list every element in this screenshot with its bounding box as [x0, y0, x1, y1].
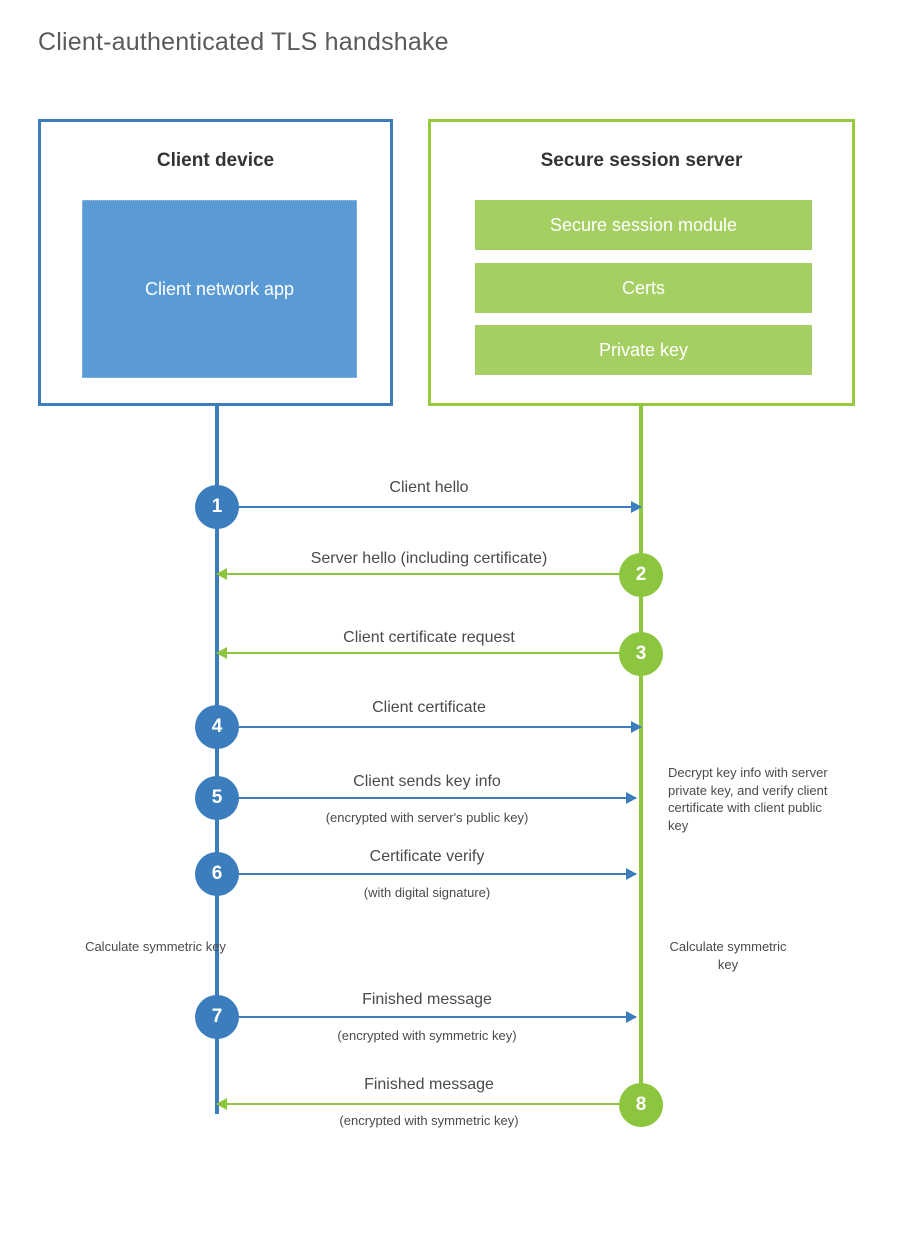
- sublabel-step-6: (with digital signature): [363, 885, 491, 900]
- arrow-step-7: [217, 1016, 636, 1018]
- step-circle-6: 6: [195, 852, 239, 896]
- note-server-calculate-symmetric-key: Calculate symmetric key: [669, 939, 787, 972]
- label-step-8: Finished message: [364, 1076, 494, 1093]
- step-circle-5: 5: [195, 776, 239, 820]
- label-step-2: Server hello (including certificate): [310, 550, 548, 567]
- label-step-3: Client certificate request: [343, 629, 515, 646]
- arrowhead-icon: [216, 568, 227, 580]
- arrowhead-icon: [631, 501, 642, 513]
- label-step-6: Certificate verify: [369, 848, 485, 865]
- note-server-decrypt: Decrypt key info with server private key, and verify client certificate with client public key: [668, 765, 828, 833]
- server-block-certs: Certs: [475, 263, 812, 313]
- label-step-1: Client hello: [389, 479, 469, 496]
- sublabel-step-7: (encrypted with symmetric key): [337, 1028, 517, 1043]
- page-title: Client-authenticated TLS handshake: [38, 28, 449, 56]
- secure-session-server-title: Secure session server: [540, 150, 743, 171]
- step-circle-3: 3: [619, 632, 663, 676]
- arrow-step-6: [217, 873, 636, 875]
- secure-session-server-box: [428, 119, 855, 406]
- server-block-private-key: Private key: [475, 325, 812, 375]
- arrowhead-icon: [216, 647, 227, 659]
- arrow-step-4: [217, 726, 641, 728]
- arrowhead-icon: [626, 868, 637, 880]
- arrow-step-8: [217, 1103, 641, 1105]
- step-circle-1: 1: [195, 485, 239, 529]
- step-circle-2: 2: [619, 553, 663, 597]
- arrow-step-3: [217, 652, 641, 654]
- label-step-5: Client sends key info: [353, 773, 501, 790]
- arrowhead-icon: [631, 721, 642, 733]
- arrowhead-icon: [626, 792, 637, 804]
- arrow-step-2: [217, 573, 641, 575]
- sublabel-step-5: (encrypted with server's public key): [325, 810, 529, 825]
- arrow-step-5: [217, 797, 636, 799]
- client-device-title: Client device: [156, 150, 275, 171]
- client-device-box: [38, 119, 393, 406]
- note-client-calculate-symmetric-key: Calculate symmetric key: [85, 939, 226, 954]
- step-circle-7: 7: [195, 995, 239, 1039]
- client-network-app-block: Client network app: [82, 200, 357, 378]
- label-step-7: Finished message: [362, 991, 492, 1008]
- sublabel-step-8: (encrypted with symmetric key): [339, 1113, 519, 1128]
- server-block-secure-session-module: Secure session module: [475, 200, 812, 250]
- label-step-4: Client certificate: [372, 699, 486, 716]
- arrowhead-icon: [626, 1011, 637, 1023]
- step-circle-8: 8: [619, 1083, 663, 1127]
- arrow-step-1: [217, 506, 641, 508]
- arrowhead-icon: [216, 1098, 227, 1110]
- step-circle-4: 4: [195, 705, 239, 749]
